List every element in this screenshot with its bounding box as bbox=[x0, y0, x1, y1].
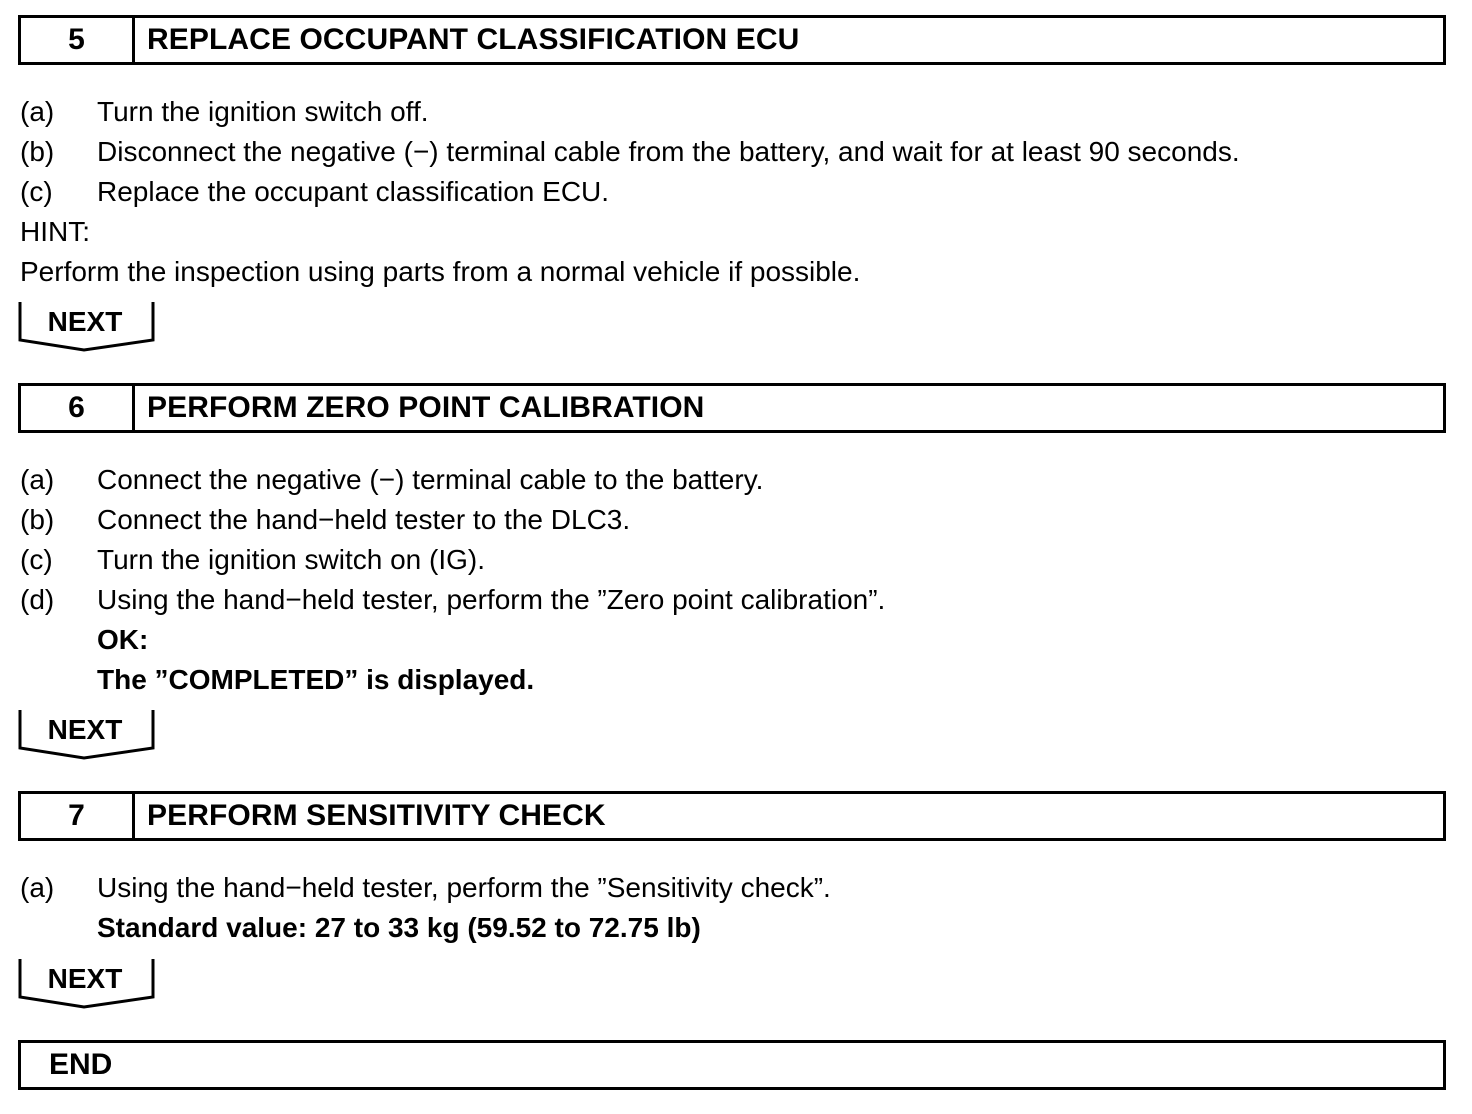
item-label: (c) bbox=[20, 544, 53, 575]
item-label: (d) bbox=[20, 584, 55, 615]
hint-label: HINT: bbox=[20, 216, 90, 247]
next-label: NEXT bbox=[47, 714, 123, 745]
item-text: Using the hand−held tester, perform the ”Sensitivity check”. bbox=[97, 872, 831, 903]
next-button[interactable] bbox=[18, 708, 156, 760]
step-6-header bbox=[18, 383, 1446, 433]
next-label: NEXT bbox=[47, 963, 123, 994]
item-text: Connect the hand−held tester to the DLC3. bbox=[97, 504, 631, 535]
item-label: (a) bbox=[20, 464, 55, 495]
step-number: 6 bbox=[21, 386, 135, 430]
item-label: (c) bbox=[20, 176, 53, 207]
step-number: 5 bbox=[21, 18, 135, 62]
item-text: Using the hand−held tester, perform the ”Zero point calibration”. bbox=[97, 584, 886, 615]
ok-text: The ”COMPLETED” is displayed. bbox=[97, 664, 535, 695]
item-label: (b) bbox=[20, 136, 55, 167]
item-label: (b) bbox=[20, 504, 55, 535]
step-title: REPLACE OCCUPANT CLASSIFICATION ECU bbox=[147, 23, 800, 56]
item-text: Replace the occupant classification ECU. bbox=[97, 176, 610, 207]
item-label: (a) bbox=[20, 872, 55, 903]
hint-text: Perform the inspection using parts from a normal vehicle if possible. bbox=[20, 256, 861, 287]
item-text: Connect the negative (−) terminal cable to the battery. bbox=[97, 464, 764, 495]
step-title: PERFORM ZERO POINT CALIBRATION bbox=[147, 391, 705, 424]
step-number: 7 bbox=[21, 794, 135, 838]
standard-value: Standard value: 27 to 33 kg (59.52 to 72.75 lb) bbox=[97, 912, 701, 943]
end-box: END bbox=[18, 1040, 1446, 1090]
step-title: PERFORM SENSITIVITY CHECK bbox=[147, 799, 606, 832]
item-text: Turn the ignition switch on (IG). bbox=[97, 544, 486, 575]
next-label: NEXT bbox=[47, 306, 123, 337]
item-text: Turn the ignition switch off. bbox=[97, 96, 429, 127]
item-label: (a) bbox=[20, 96, 55, 127]
next-button[interactable] bbox=[18, 957, 156, 1009]
step-7-header bbox=[18, 791, 1446, 841]
ok-label: OK: bbox=[97, 624, 149, 655]
step-5-header bbox=[18, 15, 1446, 65]
next-button[interactable] bbox=[18, 300, 156, 352]
item-text: Disconnect the negative (−) terminal cable from the battery, and wait for at least 90 seconds. bbox=[97, 136, 1240, 167]
